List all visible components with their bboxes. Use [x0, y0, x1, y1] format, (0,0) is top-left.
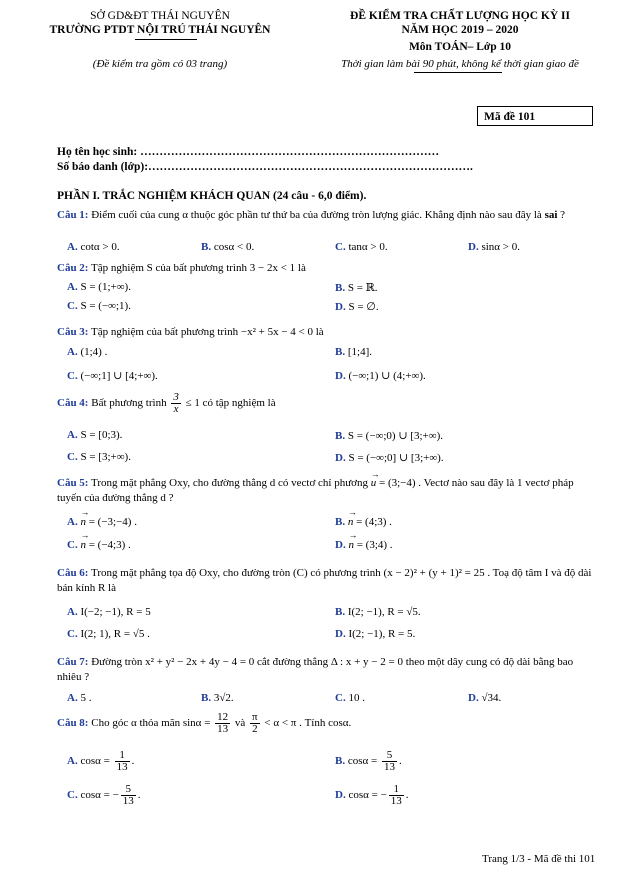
question-5: Câu 5: Trong mặt phẳng Oxy, cho đường thẳng d có vectơ chỉ phương → u = (3;−4) . Vectơ nào sau đây là 1 vectơ pháp tuyến của đường thẳng d ?: [57, 476, 597, 506]
fraction: $\frac{12}{13}$: [217, 711, 229, 735]
student-name-field: Họ tên học sinh: ……………………………………………………………………: [57, 146, 440, 158]
exam-code-box: [477, 106, 593, 126]
q6-option-c: C. I(2; 1), R = √5 .: [67, 628, 150, 640]
q2-option-c: C. S = (−∞;1).: [67, 300, 131, 312]
q1-option-d: D. sinα > 0.: [468, 241, 521, 253]
question-1: [57, 208, 597, 223]
q6-option-d: D. I(2; −1), R = 5.: [335, 628, 416, 640]
q5-option-a: A. → n = (−3;−4) .: [67, 516, 137, 528]
q4-option-a: A. S = [0;3).: [67, 429, 123, 441]
section-title: PHẦN I. TRẮC NGHIỆM KHÁCH QUAN (24 câu - 6,0 điểm).: [57, 190, 367, 202]
q7-option-b: B. 3√2.: [201, 692, 234, 704]
page-footer: Trang 1/3 - Mã đề thi 101: [482, 853, 596, 865]
q3-option-c: C. (−∞;1] ∪ [4;+∞).: [67, 370, 158, 382]
question-text-bold: sai: [544, 209, 558, 221]
q4-option-c: C. S = [3;+∞).: [67, 451, 131, 463]
time-underline: [414, 72, 502, 73]
question-3: Câu 3: Tập nghiệm của bất phương trình −x² + 5x − 4 < 0 là: [57, 326, 324, 338]
q1-option-a: A. cotα > 0.: [67, 241, 120, 253]
q6-option-a: A. I(−2; −1), R = 5: [67, 606, 151, 618]
q4-option-b: B. S = (−∞;0) ∪ [3;+∞).: [335, 430, 443, 442]
vector-u: → u: [371, 476, 377, 491]
q8-option-c: C. cosα = − $\frac{5}{13}$ .: [67, 783, 141, 807]
question-6: Câu 6: Trong mặt phẳng tọa độ Oxy, cho đường tròn (C) có phương trình (x − 2)² + (y + 1)² = 25 . Toạ độ tâm I và độ dài bán kính R là: [57, 567, 592, 594]
q2-option-b: B. S = ℝ.: [335, 282, 378, 294]
q3-option-d: D. (−∞;1) ∪ (4;+∞).: [335, 370, 426, 382]
time-note: Thời gian làm bài 90 phút, không kể thời gian giao đề: [341, 58, 579, 70]
dept-name: SỞ GD&ĐT THÁI NGUYÊN: [90, 10, 230, 22]
q1-option-c: C. tanα > 0.: [335, 241, 388, 253]
fraction: $\frac{3}{x}$: [173, 391, 179, 415]
q7-option-c: C. 10 .: [335, 692, 365, 704]
q5-option-c: C. → n = (−4;3) .: [67, 539, 131, 551]
exam-code: Mã đề 101: [484, 111, 536, 123]
pages-note: (Đề kiểm tra gồm có 03 trang): [92, 58, 228, 70]
school-name: TRƯỜNG PTDT NỘI TRÚ THÁI NGUYÊN: [49, 24, 271, 36]
question-text: Điểm cuối của cung α thuộc góc phần tư thứ ba của đường tròn lượng giác. Khẳng định nào sau đây là: [88, 209, 545, 221]
subject: Môn TOÁN– Lớp 10: [408, 41, 512, 53]
q3-option-b: B. [1;4].: [335, 346, 372, 358]
q8-option-a: A. cosα = $\frac{1}{13}$ .: [67, 749, 135, 773]
question-7: Câu 7: Đường tròn x² + y² − 2x + 4y − 4 = 0 cắt đường thẳng Δ : x + y − 2 = 0 theo một dây cung có độ dài bằng bao nhiêu ?: [57, 656, 574, 683]
q2-option-a: A. S = (1;+∞).: [67, 281, 131, 293]
question-8: Câu 8: Cho góc α thỏa mãn sinα = $\frac{12}{13}$ và $\frac{\pi}{2}$ < α < π . Tính cosα.: [57, 711, 352, 735]
q8-option-b: B. cosα = $\frac{5}{13}$ .: [335, 749, 402, 773]
question-2: Câu 2: Tập nghiệm S của bất phương trình 3 − 2x < 1 là: [57, 262, 306, 274]
q6-option-b: B. I(2; −1), R = √5.: [335, 606, 421, 618]
q3-option-a: A. (1;4) .: [67, 346, 108, 358]
school-underline: [135, 39, 197, 40]
q5-option-d: D. → n = (3;4) .: [335, 539, 393, 551]
q2-option-d: D. S = ∅.: [335, 301, 379, 313]
question-text-end: ?: [557, 209, 566, 221]
question-4: Câu 4: Bất phương trình $\frac{3}{x}$ ≤ 1 có tập nghiệm là: [57, 391, 276, 415]
student-id-field: Số báo danh (lớp):………………………………………………………………………….: [57, 161, 473, 173]
q1-option-b: B. cosα < 0.: [201, 241, 255, 253]
q7-option-d: D. √34.: [468, 692, 502, 704]
q4-option-d: D. S = (−∞;0] ∪ [3;+∞).: [335, 452, 444, 464]
q7-option-a: A. 5 .: [67, 692, 92, 704]
school-year: NĂM HỌC 2019 – 2020: [401, 24, 519, 36]
fraction: $\frac{\pi}{2}$: [252, 711, 258, 735]
question-label: Câu 1:: [57, 209, 89, 221]
q8-option-d: D. cosα = − $\frac{1}{13}$ .: [335, 783, 409, 807]
q5-option-b: B. → n = (4;3) .: [335, 516, 392, 528]
exam-title: ĐỀ KIỂM TRA CHẤT LƯỢNG HỌC KỲ II: [350, 10, 570, 22]
